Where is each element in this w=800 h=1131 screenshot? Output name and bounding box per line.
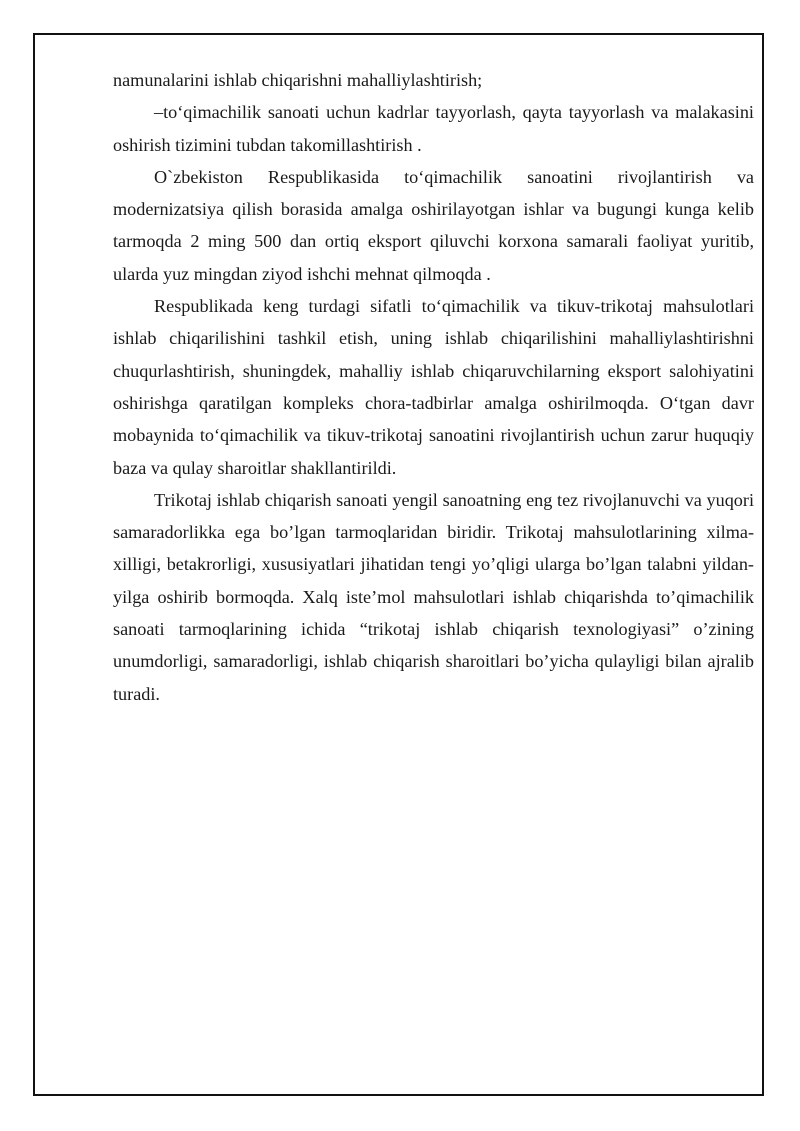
- paragraph-list-item: –to‘qimachilik sanoati uchun kadrlar tayyorlash, qayta tayyorlash va malakasini oshirish tizimini tubdan takomillashtirish .: [113, 102, 754, 155]
- paragraph: O`zbekiston Respublikasida to‘qimachilik sanoatini rivojlantirish va modernizatsiya qilish borasida amalga oshirilayotgan ishlar va bugungi kunga kelib tarmoqda 2 ming 500 dan ortiq eksport qiluvchi korxona samarali faoliyat yuritib, ularda yuz mingdan ziyod ishchi mehnat qilmoqda .: [113, 166, 754, 284]
- paragraph: Respublikada keng turdagi sifatli to‘qimachilik va tikuv-trikotaj mahsulotlari ishlab chiqarilishini tashkil etish, uning ishlab chiqarilishini mahalliylashtirishni chuqurlashtirish, shuningdek, mahalliy ishlab chiqaruvchilarning eksport salohiyatini oshirishga qaratilgan kompleks chora-tadbirlar amalga oshirilmoqda. O‘tgan davr mobaynida to‘qimachilik va tikuv-trikotaj sanoatini rivojlantirish uchun zarur huquqiy baza va qulay sharoitlar shakllantirildi.: [113, 296, 754, 478]
- paragraph: Trikotaj ishlab chiqarish sanoati yengil sanoatning eng tez rivojlanuvchi va yuqori samaradorlikka ega bo’lgan tarmoqlaridan biridir. Trikotaj mahsulotlarining xilma- xilligi, betakrorligi, xususiyatlari jihatidan tengi yo’qligi ularga bo’lgan talabni yildan-yilga oshirib bormoqda. Xalq iste’mol mahsulotlari ishlab chiqarishda to’qimachilik sanoati tarmoqlarining ichida “trikotaj ishlab chiqarish texnologiyasi” o’zining unumdorligi, samaradorligi, ishlab chiqarish sharoitlari bo’yicha qulayligi bilan ajralib turadi.: [113, 489, 754, 704]
- document-body: [113, 64, 754, 710]
- paragraph-continuation: namunalarini ishlab chiqarishni mahalliylashtirish;: [113, 70, 483, 90]
